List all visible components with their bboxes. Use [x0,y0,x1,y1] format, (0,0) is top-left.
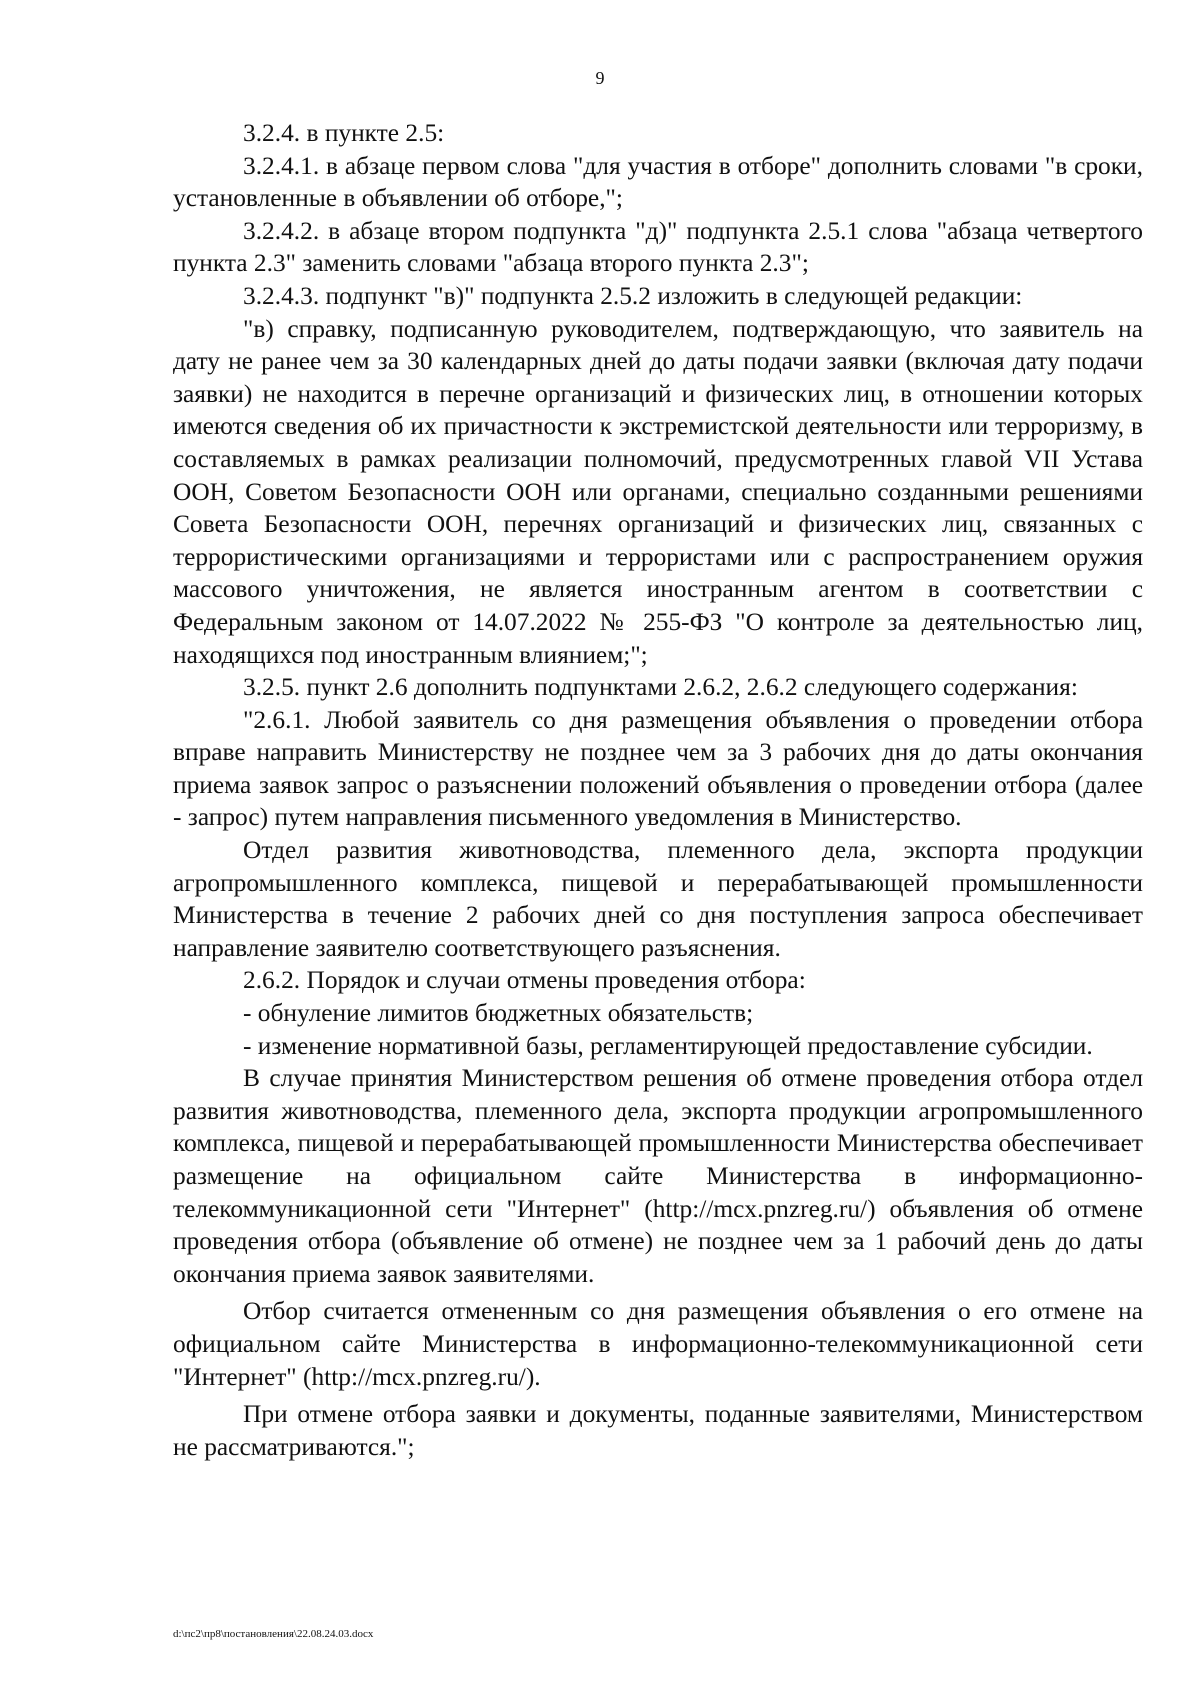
list-item-regulatory-change: - изменение нормативной базы, регламентирующей предоставление субсидии. [243,1031,1093,1060]
paragraph-2-6-2: 2.6.2. Порядок и случаи отмены проведения отбора: [243,966,806,995]
document-body [173,117,1143,1463]
paragraph-3-2-5: 3.2.5. пункт 2.6 дополнить подпунктами 2.6.2, 2.6.2 следующего содержания: [243,673,1078,702]
paragraph-3-2-4-3: 3.2.4.3. подпункт "в)" подпункта 2.5.2 изложить в следующей редакции: [243,281,1023,310]
page-number: 9 [595,68,605,88]
paragraph-applications-not-reviewed: При отмене отбора заявки и документы, поданные заявителями, Министерством не рассматриваются."; [173,1400,1143,1461]
paragraph-cancellation-decision: В случае принятия Министерством решения об отмене проведения отбора отдел развития животноводства, племенного дела, экспорта продукции агропромышленного комплекса, пищевой и перерабатывающей промышленности Министерства обеспечивает размещение на официальном сайте Министерства в информационно-телекоммуникационной сети "Интернет" (http://mcx.pnzreg.ru/) объявления об отмене проведения отбора (объявление об отмене) не позднее чем за 1 рабочий день до даты окончания приема заявок заявителями. [173,1064,1143,1288]
paragraph-subitem-v: "в) справку, подписанную руководителем, подтверждающую, что заявитель на дату не ранее чем за 30 календарных дней до даты подачи заявки (включая дату подачи заявки) не находится в перечне организаций и физических лиц, в отношении которых имеются сведения об их причастности к экстремистской деятельности или терроризму, в составляемых в рамках реализации полномочий, предусмотренных главой VII Устава ООН, Советом Безопасности ООН или органами, специально созданными решениями Совета Безопасности ООН, перечнях организаций и физических лиц, связанных с террористическими организациями и террористами или с распространением оружия массового уничтожения, не является иностранным агентом в соответствии с Федеральным законом от 14.07.2022 № 255-ФЗ "О контроле за деятельностью лиц, находящихся под иностранным влиянием;"; [173,314,1143,669]
paragraph-3-2-4-1: 3.2.4.1. в абзаце первом слова "для участия в отборе" дополнить словами "в сроки, установленные в объявлении об отборе,"; [173,151,1143,213]
paragraph-3-2-4: 3.2.4. в пункте 2.5: [243,119,445,147]
paragraph-2-6-1: "2.6.1. Любой заявитель со дня размещения объявления о проведении отбора вправе направить Министерству не позднее чем за 3 рабочих дня до даты окончания приема заявок запрос о разъяснении положений объявления о проведении отбора (далее - запрос) путем направления письменного уведомления в Министерство. [173,705,1143,832]
paragraph-cancellation-effective: Отбор считается отмененным со дня размещения объявления о его отмене на официальном сайте Министерства в информационно-телекоммуникационной сети "Интернет" (http://mcx.pnzreg.ru/). [173,1297,1143,1391]
paragraph-department-clarification: Отдел развития животноводства, племенного дела, экспорта продукции агропромышленного комплекса, пищевой и перерабатывающей промышленности Министерства в течение 2 рабочих дней со дня поступления запроса обеспечивает направление заявителю соответствующего разъяснения. [173,836,1143,962]
list-item-limits: - обнуление лимитов бюджетных обязательств; [243,999,754,1028]
footer-file-path: d:\пс2\пр8\постановления\22.08.24.03.docx [173,1628,374,1640]
paragraph-3-2-4-2: 3.2.4.2. в абзаце втором подпункта "д)" подпункта 2.5.1 слова "абзаца четвертого пункта 2.3" заменить словами "абзаца второго пункта 2.3"; [173,216,1143,278]
